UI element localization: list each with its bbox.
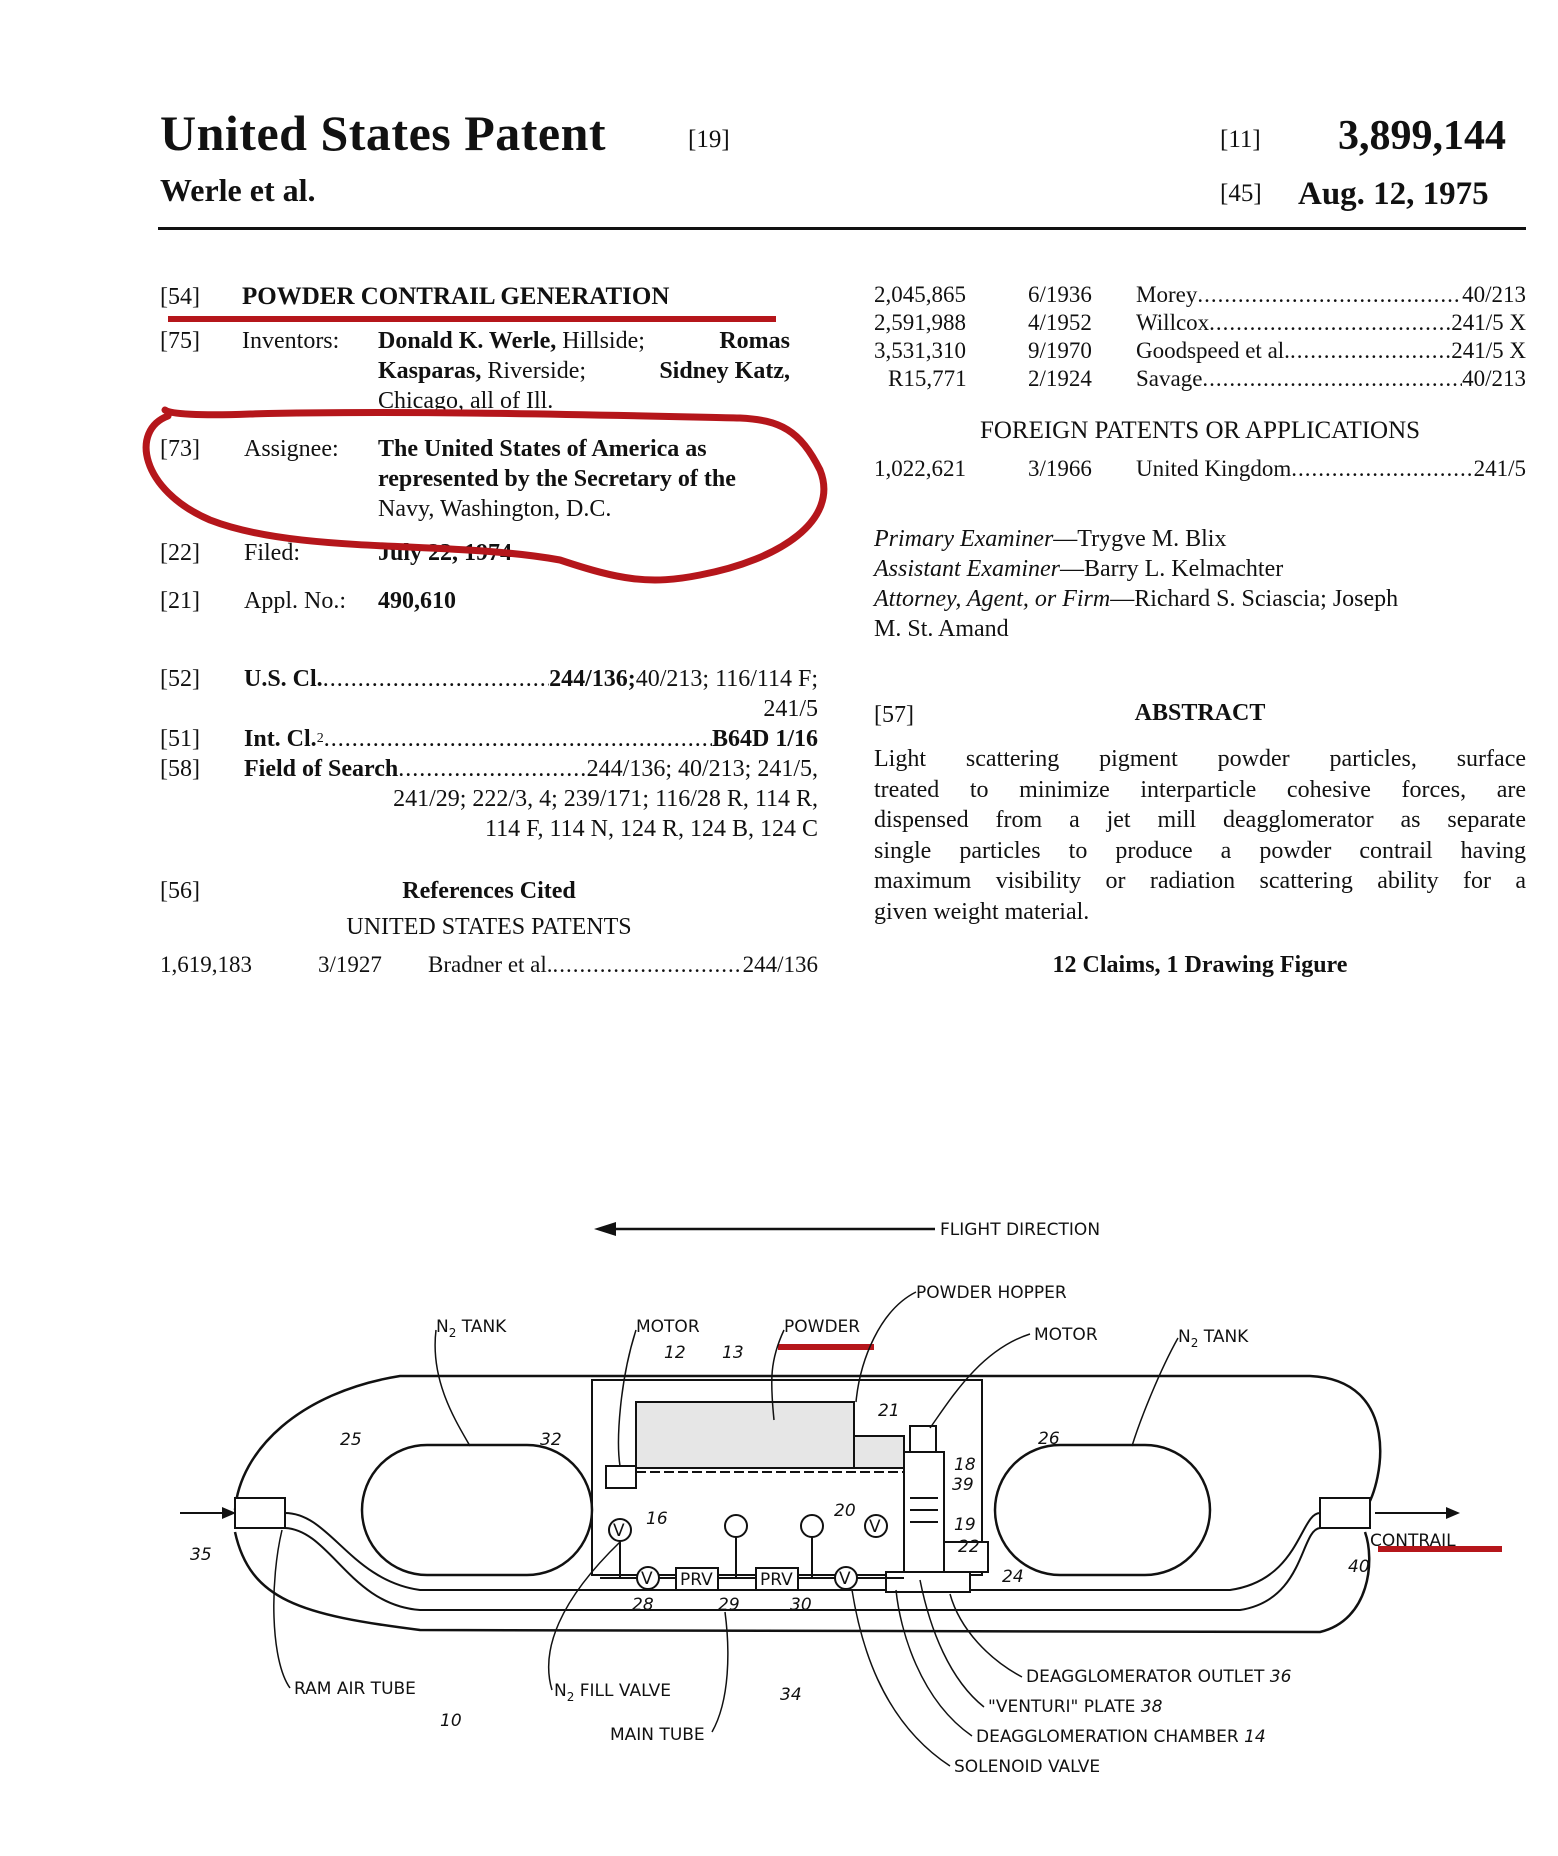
venturi-plate-label: "VENTURI" PLATE 38 — [988, 1697, 1163, 1717]
svg-text:30: 30 — [790, 1595, 812, 1615]
attorney-line2: M. St. Amand — [874, 616, 1009, 642]
inventors-value: Donald K. Werle, Hillside; Romas Kasparas, Riverside; Sidney Katz, Chicago, all of Ill. — [378, 328, 790, 414]
us-class-line: U.S. Cl. ..... 244/136; 40/213; 116/114 F; — [244, 664, 818, 694]
field-52-code: [52] — [160, 666, 200, 692]
patent-drawing — [0, 1180, 1558, 1800]
svg-text:28: 28 — [632, 1595, 654, 1615]
svg-text:V: V — [641, 1569, 653, 1589]
foreign-heading: FOREIGN PATENTS OR APPLICATIONS — [979, 417, 1421, 444]
powder-label: POWDER — [784, 1317, 861, 1337]
n2-tank-right-label: $N_2$ TANK — [1178, 1327, 1249, 1350]
svg-text:16: 16 — [646, 1509, 668, 1529]
field-of-search-line: Field of Search ..... 244/136; 40/213; 241/5, — [244, 754, 818, 784]
inventor-short: Werle et al. — [160, 172, 316, 208]
svg-text:PRV: PRV — [680, 1570, 713, 1590]
flight-direction-label: FLIGHT DIRECTION — [940, 1220, 1101, 1240]
svg-text:V: V — [613, 1521, 625, 1541]
svg-text:22: 22 — [958, 1537, 980, 1557]
field-58-code: [58] — [160, 756, 200, 782]
svg-text:40: 40 — [1348, 1557, 1370, 1577]
primary-examiner: Primary Examiner—Trygve M. Blix — [874, 526, 1227, 552]
motor-left-label: MOTOR — [636, 1317, 700, 1337]
field-of-search-line2: 241/29; 222/3, 4; 239/171; 116/28 R, 114 R, — [393, 786, 818, 812]
patent-date: Aug. 12, 1975 — [1298, 176, 1489, 212]
svg-text:21: 21 — [878, 1401, 900, 1421]
appl-no-label: Appl. No.: — [244, 588, 346, 614]
powder-hopper-label: POWDER HOPPER — [916, 1283, 1067, 1303]
field-54-code: [54] — [160, 284, 200, 310]
main-tube-label: MAIN TUBE — [610, 1725, 705, 1745]
claims-count: 12 Claims, 1 Drawing Figure — [1052, 952, 1348, 978]
svg-text:PRV: PRV — [760, 1570, 793, 1590]
field-51-code: [51] — [160, 726, 200, 752]
svg-text:39: 39 — [952, 1475, 974, 1495]
assistant-examiner: Assistant Examiner—Barry L. Kelmachter — [874, 556, 1284, 582]
svg-text:32: 32 — [540, 1430, 562, 1450]
field-56-code: [56] — [160, 878, 200, 904]
assignee-label: Assignee: — [244, 436, 339, 462]
references-heading: References Cited — [402, 878, 576, 904]
us-patents-heading: UNITED STATES PATENTS — [346, 914, 632, 940]
date-code: [45] — [1220, 180, 1262, 207]
filed-value: July 22, 1974 — [378, 540, 513, 566]
svg-text:12: 12 — [664, 1343, 686, 1363]
contrail-label: CONTRAIL — [1370, 1531, 1456, 1551]
svg-text:10: 10 — [440, 1711, 462, 1731]
abstract-text: Light scattering pigment powder particles, surface treated to minimize interparticle cohesive forces, are dispensed from a jet mill deagglomerator as separate single particles to produce a powder contrail having maximum visibility or radiation scattering ability for a given weight material. — [874, 746, 1526, 925]
svg-text:29: 29 — [718, 1595, 740, 1615]
svg-text:24: 24 — [1002, 1567, 1024, 1587]
svg-text:25: 25 — [340, 1430, 362, 1450]
number-code: [11] — [1220, 126, 1261, 153]
field-21-code: [21] — [160, 588, 200, 614]
title-code: [19] — [688, 126, 730, 153]
field-22-code: [22] — [160, 540, 200, 566]
deagglomeration-chamber-label: DEAGGLOMERATION CHAMBER 14 — [976, 1727, 1266, 1747]
svg-text:35: 35 — [190, 1545, 212, 1565]
patent-number: 3,899,144 — [1338, 113, 1506, 159]
assignee-value: The United States of America as represented by the Secretary of the Navy, Washington, D.C. — [378, 436, 736, 522]
patent-heading: United States Patent — [160, 105, 607, 161]
deagglomerator-outlet-label: DEAGGLOMERATOR OUTLET 36 — [1026, 1667, 1292, 1687]
svg-text:19: 19 — [954, 1515, 976, 1535]
svg-text:34: 34 — [780, 1685, 802, 1705]
svg-text:V: V — [839, 1569, 851, 1589]
n2-tank-left-label: $N_2$ TANK — [436, 1317, 507, 1340]
field-73-code: [73] — [160, 436, 200, 462]
us-class-line2: 241/5 — [763, 696, 818, 722]
solenoid-valve-label: SOLENOID VALVE — [954, 1757, 1101, 1777]
appl-no-value: 490,610 — [378, 588, 456, 614]
invention-title: POWDER CONTRAIL GENERATION — [242, 283, 670, 310]
ram-air-tube-label: RAM AIR TUBE — [294, 1679, 416, 1699]
n2-fill-valve-label: $N_2$ FILL VALVE — [554, 1681, 672, 1704]
field-75-code: [75] — [160, 328, 200, 354]
svg-text:26: 26 — [1038, 1429, 1060, 1449]
int-class-line: Int. Cl. 2 ..... B64D 1/16 — [244, 724, 818, 754]
svg-text:13: 13 — [722, 1343, 744, 1363]
filed-label: Filed: — [244, 540, 301, 566]
svg-text:20: 20 — [834, 1501, 856, 1521]
field-57-code: [57] — [874, 702, 914, 728]
abstract-heading: ABSTRACT — [1134, 700, 1266, 726]
field-of-search-line3: 114 F, 114 N, 124 R, 124 B, 124 C — [485, 816, 818, 842]
svg-text:18: 18 — [954, 1455, 976, 1475]
svg-text:V: V — [869, 1517, 881, 1537]
motor-right-label: MOTOR — [1034, 1325, 1098, 1345]
attorney: Attorney, Agent, or Firm —Richard S. Sciascia; Joseph — [874, 586, 1399, 612]
inventors-label: Inventors: — [242, 328, 340, 354]
